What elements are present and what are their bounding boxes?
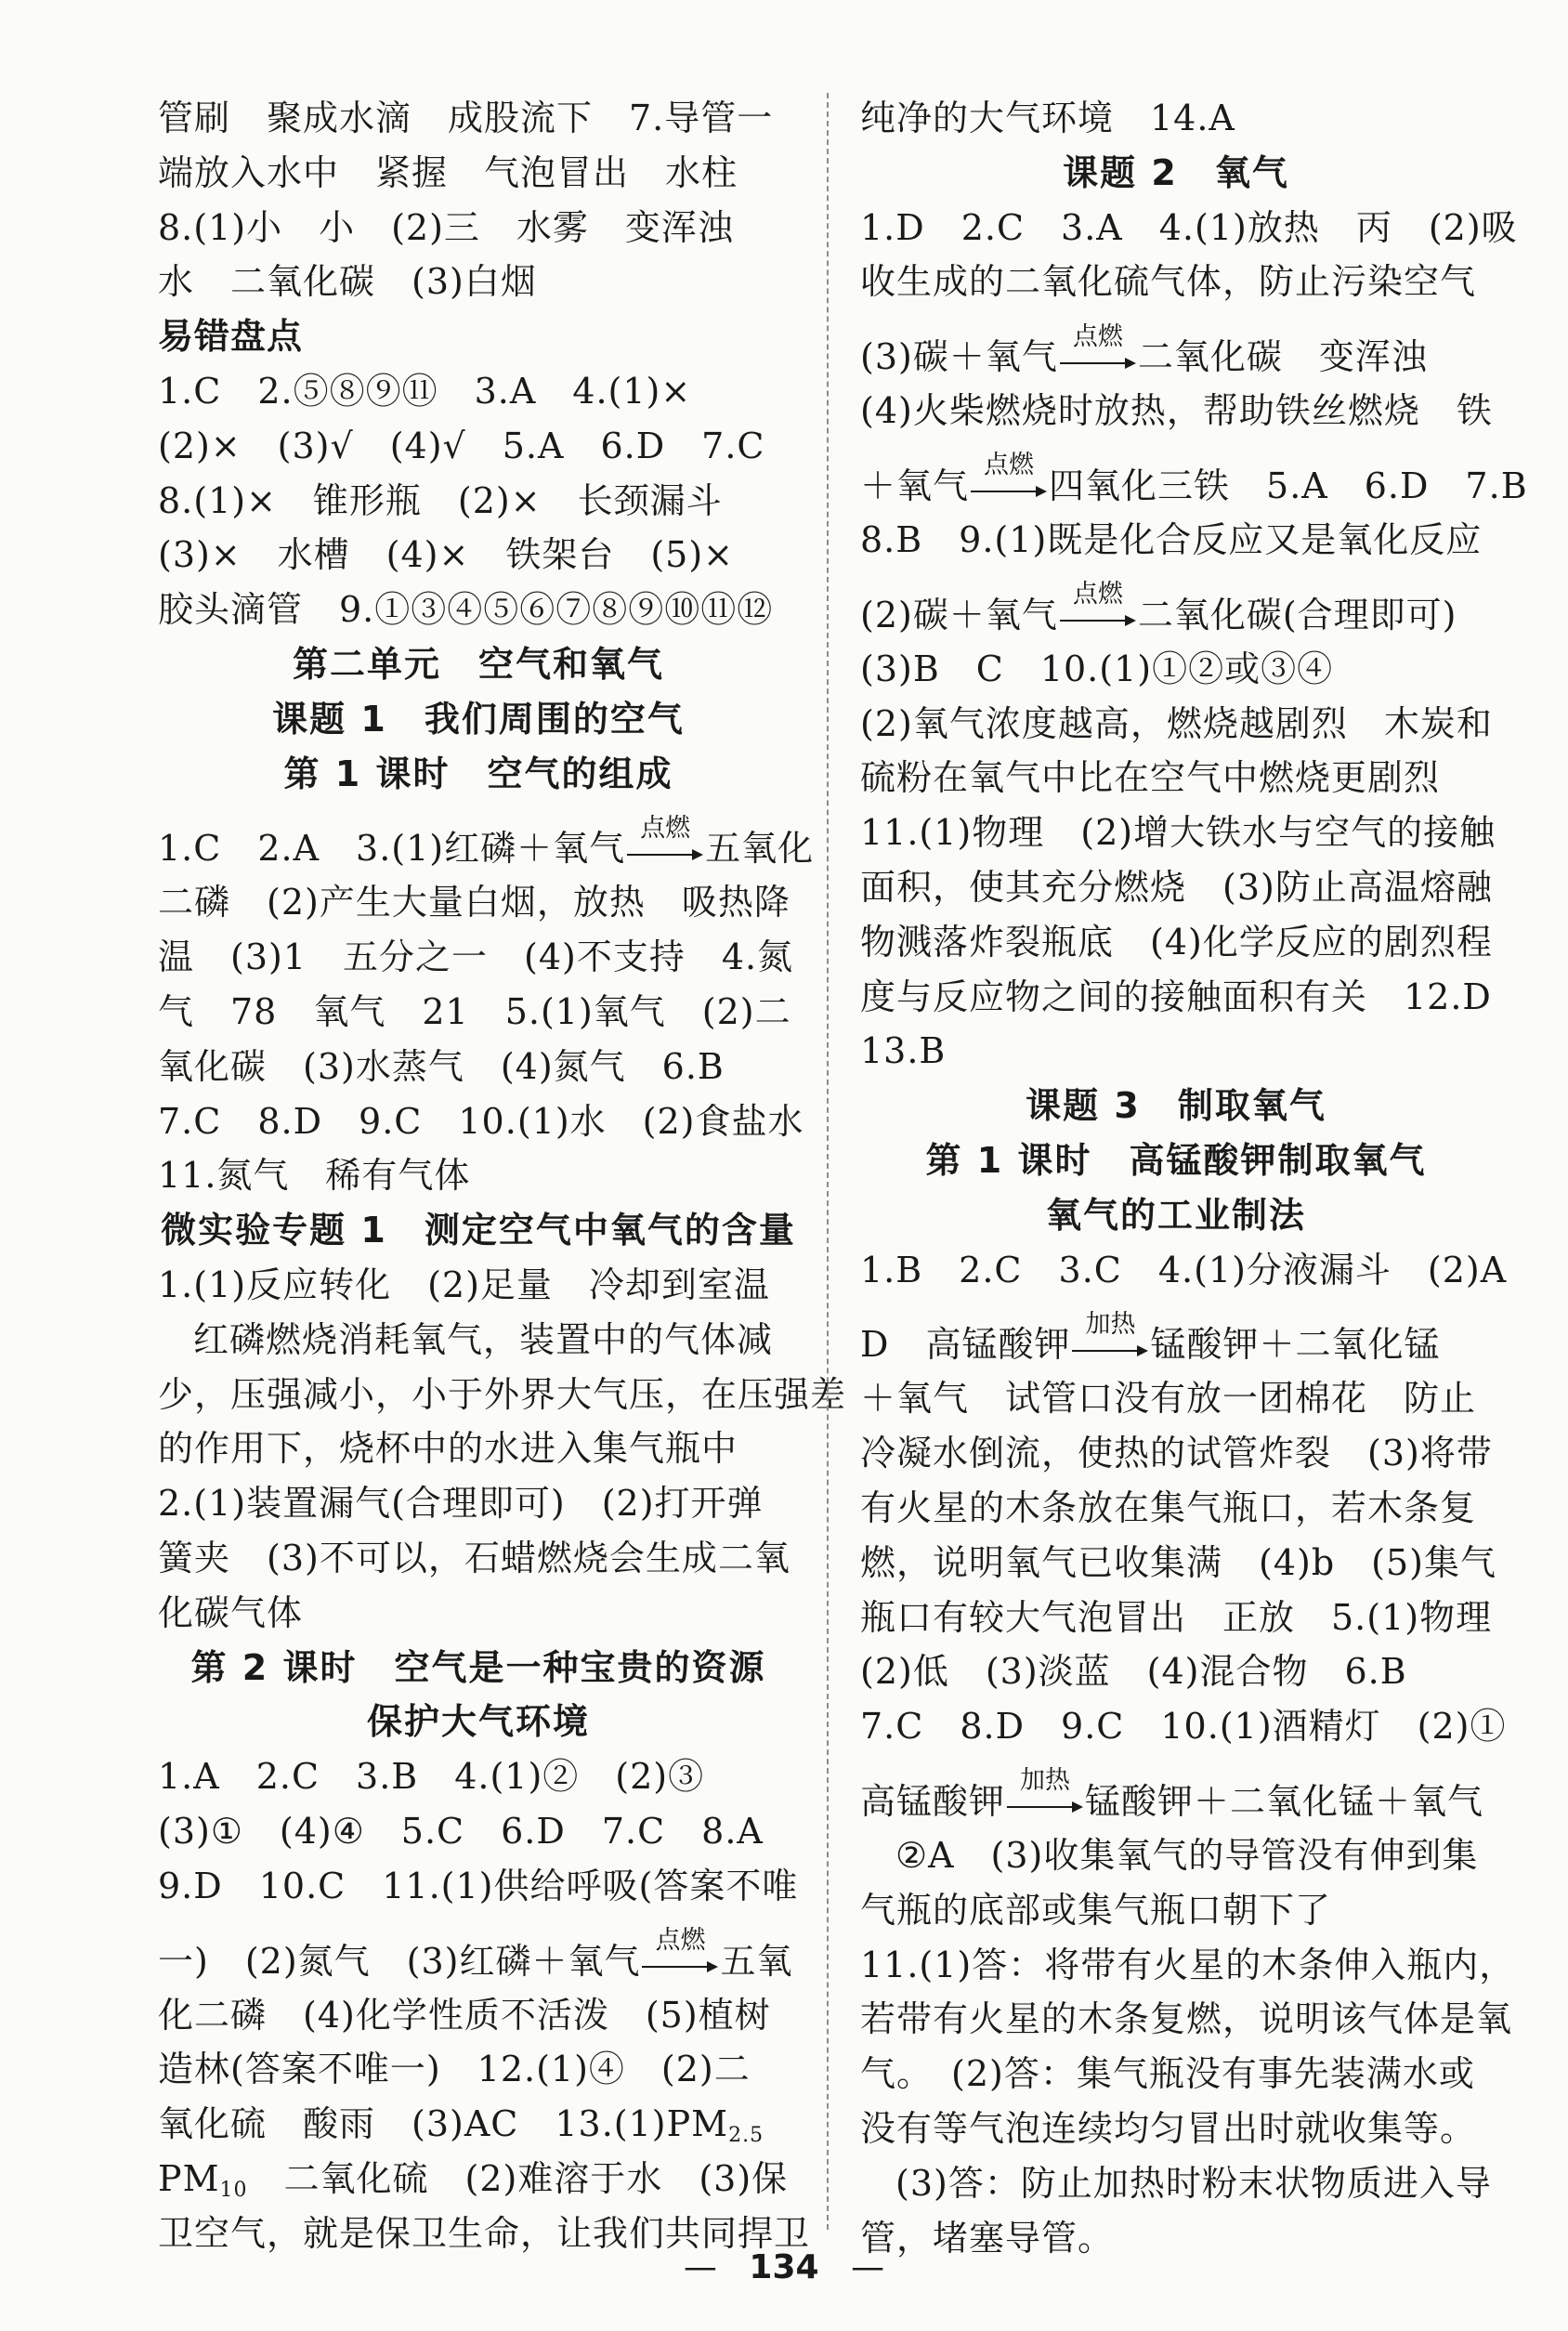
answer-line: 造林(答案不唯一) 12.(1)④ (2)二 [158,2049,751,2090]
answer-line: 9.D 10.C 11.(1)供给呼吸(答案不唯 [158,1865,799,1906]
line-text: 一) (2)氮气 (3)红磷＋氧气 [158,1940,641,1982]
line-text: (3)碳＋氧气 [860,336,1058,378]
answer-line: 13.B [860,1030,947,1072]
page-number-dash-left: — [683,2248,717,2286]
reaction-arrow [1007,1766,1083,1814]
answer-line: 有火星的木条放在集气瓶口，若木条复 [860,1486,1477,1528]
answer-line: 气瓶的底部或集气瓶口朝下了 [860,1889,1332,1931]
answer-line: 2.(1)装置漏气(合理即可) (2)打开弹 [158,1483,764,1525]
answer-line: 11.氮气 稀有气体 [158,1155,471,1197]
answer-line: (4)火柴燃烧时放热，帮助铁丝燃烧 铁 [860,390,1493,432]
answer-line: (3)× 水槽 (4)× 铁架台 (5)× [158,534,735,576]
answer-line: 11.(1)答：将带有火星的木条伸入瓶内， [860,1944,1516,1985]
section-title: 课题 1 我们周围的空气 [272,698,685,740]
answer-line: (3)B C 10.(1)①②或③④ [860,648,1334,689]
answer-line: 端放入水中 紧握 气泡冒出 水柱 [158,151,738,193]
section-heading: 易错盘点 [158,316,304,358]
answer-line: 8.B 9.(1)既是化合反应又是氧化反应 [860,518,1483,560]
answer-line: 8.(1)小 小 (2)三 水雾 变浑浊 [158,206,734,248]
reaction-condition: 加热 [1020,1766,1071,1796]
reaction-arrow [642,1926,718,1973]
reaction-arrow [1060,580,1136,627]
answer-line: 纯净的大气环境 14.A [860,98,1235,138]
page-number-value: 134 [749,2248,819,2286]
answer-line: 7.C 8.D 9.C 10.(1)酒精灯 (2)① [860,1706,1507,1748]
answer-line: 簧夹 (3)不可以，石蜡燃烧会生成二氧 [158,1537,791,1578]
answer-line: 冷凝水倒流，使热的试管炸裂 (3)将带 [860,1433,1493,1474]
line-text: 二氧化碳 变浑浊 [1137,336,1428,378]
answer-line [158,2097,799,2152]
line-text: 氧化硫 酸雨 (3)AC 13.(1)PM [158,2103,729,2145]
reaction-arrow [1060,321,1136,370]
line-text: 1.C 2.A 3.(1)红磷＋氧气 [158,828,626,870]
answer-line: 红磷燃烧消耗氧气，装置中的气体减 [193,1318,774,1360]
answer-line: 没有等气泡连续均匀冒出时就收集等。 [860,2107,1477,2149]
answer-line: 管，堵塞导管。 [860,2217,1115,2259]
section-title: 第 1 课时 高锰酸钾制取氧气 [925,1139,1427,1181]
answer-line: 硫粉在氧气中比在空气中燃烧更剧烈 [860,757,1441,799]
answer-line: (3)答：防止加热时粉末状物质进入导 [895,2162,1492,2204]
section-title: 第二单元 空气和氧气 [292,643,664,685]
line-text: 五氧 [720,1940,793,1982]
answer-line: 度与反应物之间的接触面积有关 12.D [860,976,1492,1017]
line-text: (2)碳＋氧气 [860,594,1058,635]
answer-line: 管刷 聚成水滴 成股流下 7.导管一 [158,98,774,138]
line-text: 五氧化 [705,828,815,870]
answer-line: 少，压强减小，小于外界大气压，在压强差 [158,1373,847,1415]
section-title: 课题 3 制取氧气 [1026,1085,1326,1127]
answer-line [860,1754,1492,1828]
subscript: 2.5 [728,2124,764,2148]
answer-line: 温 (3)1 五分之一 (4)不支持 4.氮 [158,936,794,978]
answer-line: 气。 (2)答：集气瓶没有事先装满水或 [860,2053,1475,2095]
answer-line: (2)低 (3)淡蓝 (4)混合物 6.B [860,1651,1407,1693]
answer-line [860,309,1492,384]
answer-line: 二磷 (2)产生大量白烟，放热 吸热降 [158,882,791,923]
left-column [158,91,847,2260]
answer-line: 收生成的二氧化硫气体，防止污染空气 [860,261,1477,303]
answer-line [158,2152,799,2207]
answer-line: 卫空气，就是保卫生命，让我们共同捍卫 [158,2212,811,2254]
reaction-condition: 点燃 [1072,321,1123,351]
answer-line: 化碳气体 [158,1591,304,1633]
answer-line: 气 78 氧气 21 5.(1)氧气 (2)二 [158,990,791,1032]
page-number-dash-right: — [851,2248,885,2286]
subscript: 10 [219,2178,248,2202]
line-text: D 高锰酸钾 [860,1324,1071,1366]
answer-line: 1.A 2.C 3.B 4.(1)② (2)③ [158,1756,705,1798]
answer-line: 物溅落炸裂瓶底 (4)化学反应的剧烈程 [860,921,1493,963]
answer-line: 水 二氧化碳 (3)白烟 [158,261,537,303]
section-title: 保护大气环境 [366,1701,590,1743]
answer-line: 1.B 2.C 3.C 4.(1)分液漏斗 (2)A [860,1249,1508,1290]
answer-line [158,801,815,875]
column-divider [827,93,829,2230]
answer-line: 8.(1)× 锥形瓶 (2)× 长颈漏斗 [158,479,723,521]
answer-line: (2)氧气浓度越高，燃烧越剧烈 木炭和 [860,702,1493,744]
answer-line [860,439,1528,513]
reaction-condition: 加热 [1085,1309,1136,1339]
reaction-condition: 点燃 [1072,580,1123,609]
answer-line: (3)① (4)④ 5.C 6.D 7.C 8.A [158,1810,764,1852]
answer-line: (2)× (3)√ (4)√ 5.A 6.D 7.C [158,425,765,466]
line-text: 高锰酸钾 [860,1780,1006,1822]
answer-line [860,568,1492,642]
answer-line: 1.C 2.⑤⑧⑨⑪ 3.A 4.(1)× [158,370,692,412]
answer-line [158,1914,799,1988]
reaction-condition: 点燃 [984,451,1035,480]
reaction-arrow [971,451,1047,498]
section-title: 第 2 课时 空气是一种宝贵的资源 [190,1646,766,1688]
section-title: 课题 2 氧气 [1063,151,1289,193]
reaction-arrow [1072,1309,1148,1357]
answer-line: ＋氧气 试管口没有放一团棉花 防止 [860,1378,1477,1420]
line-text: 二氧化硫 (2)难溶于水 (3)保 [247,2157,789,2199]
answer-line: 氧化碳 (3)水蒸气 (4)氮气 6.B [158,1045,725,1087]
line-text: 四氧化三铁 5.A 6.D 7.B [1049,465,1528,506]
answer-line: 瓶口有较大气泡冒出 正放 5.(1)物理 [860,1596,1493,1638]
answer-line: 11.(1)物理 (2)增大铁水与空气的接触 [860,812,1496,854]
answer-line [860,1297,1492,1371]
answer-line: 1.(1)反应转化 (2)足量 冷却到室温 [158,1264,770,1305]
answer-line: 化二磷 (4)化学性质不活泼 (5)植树 [158,1994,771,2036]
answer-line: 面积，使其充分燃烧 (3)防止高温熔融 [860,866,1493,908]
line-text: ＋氧气 [860,465,970,506]
right-column [860,91,1528,2265]
page-number [0,2248,1568,2286]
reaction-condition: 点燃 [655,1926,706,1955]
answer-line: 若带有火星的木条复燃，说明该气体是氧 [860,1998,1513,2040]
answer-line: 7.C 8.D 9.C 10.(1)水 (2)食盐水 [158,1100,804,1142]
answer-line: 燃，说明氧气已收集满 (4)b (5)集气 [860,1541,1496,1583]
line-text: 锰酸钾＋二氧化锰＋氧气 [1085,1780,1484,1822]
reaction-condition: 点燃 [640,813,691,843]
answer-line: 1.D 2.C 3.A 4.(1)放热 丙 (2)吸 [860,206,1518,248]
answer-line: ②A (3)收集氧气的导管没有伸到集 [895,1834,1479,1876]
answer-line: 胶头滴管 9.①③④⑤⑥⑦⑧⑨⑩⑪⑫ [158,589,774,631]
section-title: 第 1 课时 空气的组成 [283,753,673,794]
line-text: 二氧化碳(合理即可) [1137,594,1457,635]
section-title: 氧气的工业制法 [1045,1194,1306,1236]
answer-line: 的作用下，烧杯中的水进入集气瓶中 [158,1428,738,1470]
section-title: 微实验专题 1 测定空气中氧气的含量 [161,1210,796,1251]
line-text: 锰酸钾＋二氧化锰 [1150,1324,1441,1366]
reaction-arrow [627,813,703,861]
line-text: PM [158,2157,220,2199]
